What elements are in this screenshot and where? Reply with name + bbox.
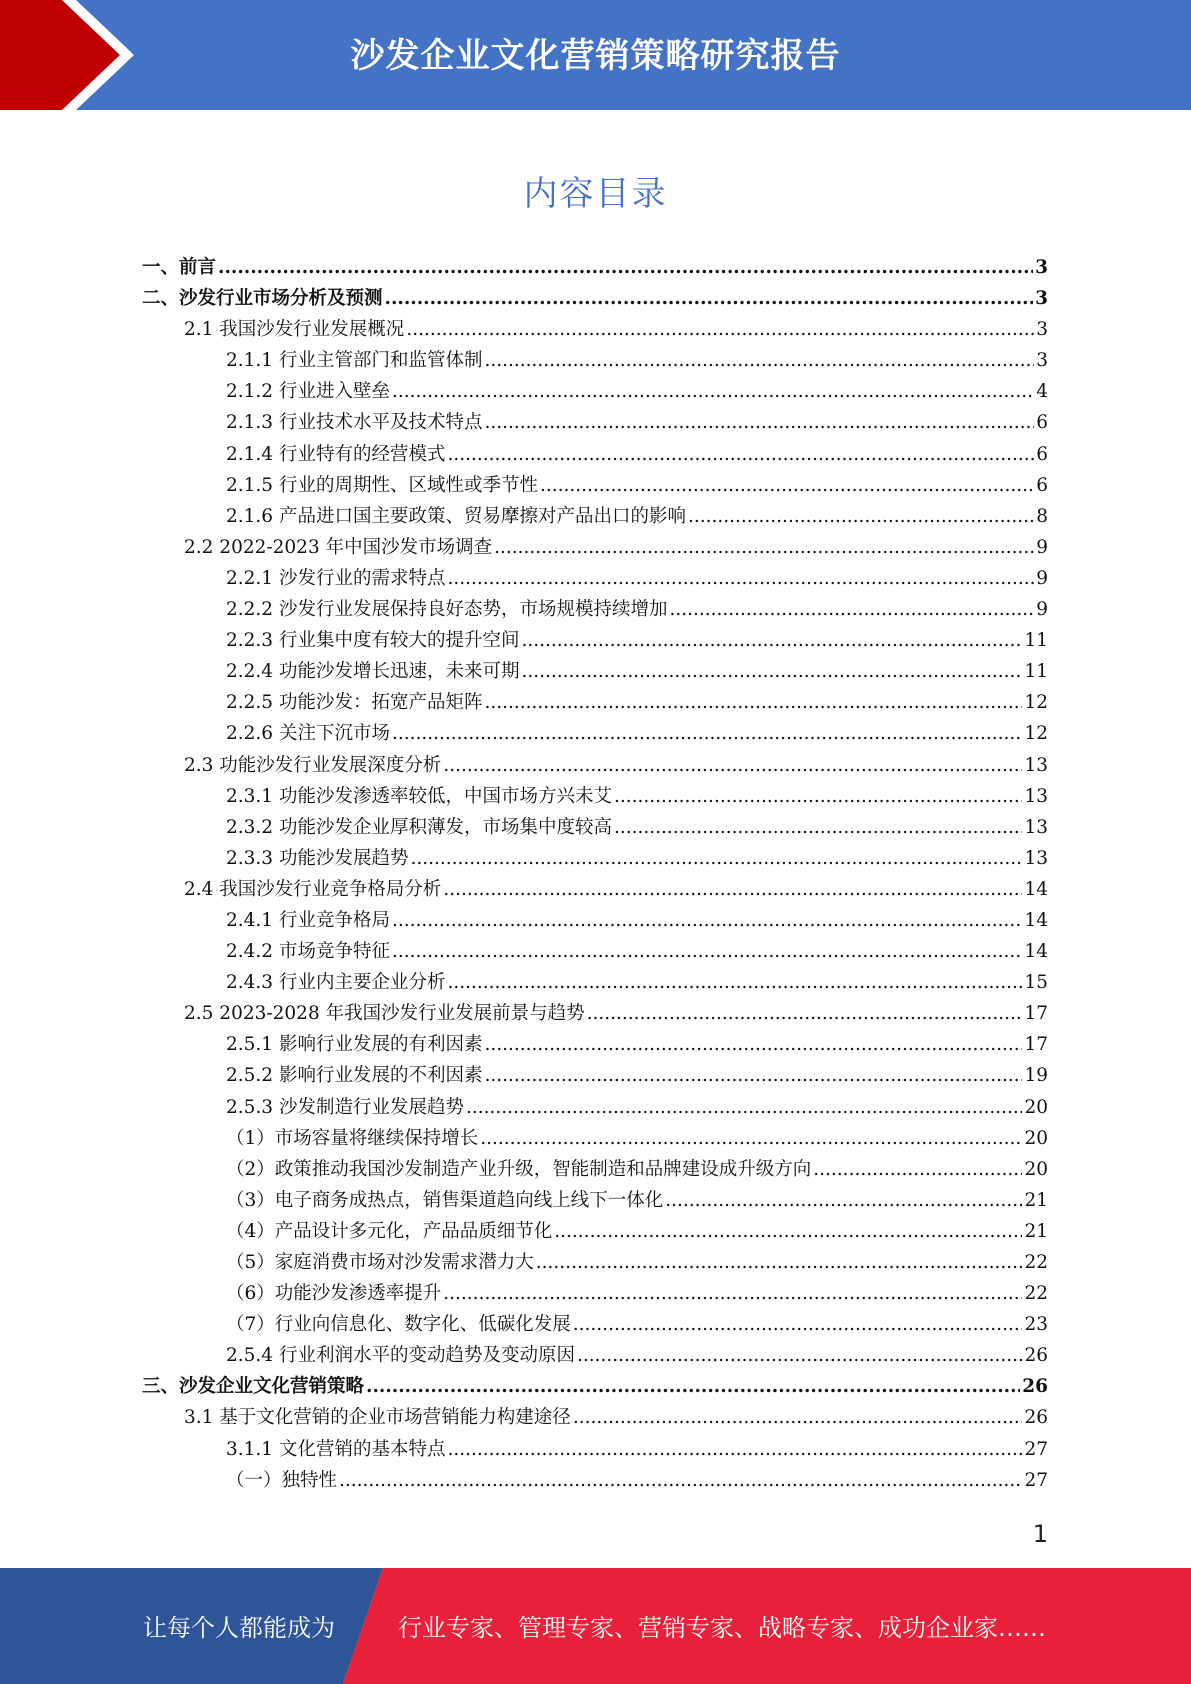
toc-dot-leader (577, 1345, 1022, 1366)
toc-dot-leader (406, 319, 1034, 340)
toc-entry[interactable] (142, 1030, 1048, 1061)
toc-entry[interactable] (142, 1093, 1048, 1124)
toc-entry-title: 2.2 2022-2023 年中国沙发市场调查 (184, 536, 493, 558)
toc-dot-leader (443, 755, 1022, 776)
toc-dot-leader (410, 848, 1022, 869)
toc-entry-page: 23 (1024, 1314, 1048, 1336)
toc-entry-page: 20 (1024, 1127, 1048, 1149)
toc-entry-page: 27 (1024, 1469, 1048, 1491)
toc-entry[interactable] (142, 1279, 1048, 1310)
toc-dot-leader (665, 1190, 1022, 1211)
toc-dot-leader (392, 381, 1034, 402)
toc-dot-leader (587, 1003, 1023, 1024)
toc-entry-page: 17 (1024, 1003, 1048, 1025)
toc-entry[interactable] (142, 1186, 1048, 1217)
toc-dot-leader (480, 1128, 1022, 1149)
toc-entry-title: （2）政策推动我国沙发制造产业升级，智能制造和品牌建设成升级方向 (226, 1158, 812, 1180)
toc-entry-page: 21 (1024, 1220, 1048, 1242)
toc-entry-page: 22 (1024, 1283, 1048, 1305)
toc-entry-title: 2.2.3 行业集中度有较大的提升空间 (226, 630, 520, 652)
toc-entry[interactable] (142, 875, 1048, 906)
toc-entry-title: 2.5.4 行业利润水平的变动趋势及变动原因 (226, 1345, 575, 1367)
toc-entry-page: 9 (1036, 536, 1048, 558)
toc-entry-page: 12 (1024, 692, 1048, 714)
toc-entry-page: 22 (1024, 1252, 1048, 1273)
toc-entry-title: 2.4 我国沙发行业竞争格局分析 (184, 878, 442, 900)
toc-entry[interactable] (142, 968, 1048, 999)
toc-entry-title: 2.1 我国沙发行业发展概况 (184, 319, 405, 341)
toc-dot-leader (484, 1065, 1022, 1086)
toc-dot-leader (813, 1159, 1022, 1180)
toc-entry-page: 9 (1036, 567, 1048, 589)
toc-entry-page: 20 (1024, 1096, 1048, 1118)
toc-entry[interactable] (142, 1341, 1048, 1372)
toc-dot-leader (484, 412, 1034, 433)
toc-entry-page: 13 (1024, 754, 1048, 776)
toc-entry-page: 26 (1024, 1345, 1048, 1367)
toc-dot-leader (484, 692, 1022, 713)
toc-dot-leader (339, 1470, 1022, 1491)
toc-dot-leader (573, 1407, 1023, 1428)
toc-entry[interactable] (142, 284, 1048, 315)
toc-entry[interactable] (142, 253, 1048, 284)
toc-entry[interactable] (142, 906, 1048, 937)
toc-entry-page: 13 (1024, 816, 1048, 838)
toc-entry[interactable] (142, 813, 1048, 844)
toc-entry-page: 3 (1036, 350, 1048, 372)
toc-dot-leader (466, 1097, 1022, 1118)
toc-entry[interactable] (142, 408, 1048, 439)
toc-dot-leader (366, 1376, 1020, 1397)
toc-entry-title: 2.1.1 行业主管部门和监管体制 (226, 350, 483, 372)
toc-entry-title: 2.3.2 功能沙发企业厚积薄发，市场集中度较高 (226, 816, 612, 838)
toc-entry-title: 2.2.4 功能沙发增长迅速，未来可期 (226, 661, 520, 683)
toc-dot-leader (521, 661, 1022, 682)
toc-dot-leader (392, 723, 1022, 744)
toc-entry[interactable] (142, 1124, 1048, 1155)
toc-entry[interactable] (142, 533, 1048, 564)
toc-entry-title: 2.4.1 行业竞争格局 (226, 909, 390, 931)
report-footer (0, 1568, 1191, 1684)
toc-entry-page: 11 (1024, 630, 1048, 652)
toc-entry[interactable] (142, 1372, 1048, 1403)
toc-dot-leader (392, 910, 1022, 931)
toc-entry-title: 2.1.4 行业特有的经营模式 (226, 443, 446, 465)
toc-entry[interactable] (142, 377, 1048, 408)
toc-entry-page: 13 (1024, 847, 1048, 869)
toc-dot-leader (218, 257, 1033, 278)
toc-entry-page: 3 (1035, 288, 1048, 310)
toc-entry-page: 15 (1024, 972, 1048, 994)
toc-dot-leader (521, 630, 1022, 651)
toc-entry[interactable] (142, 315, 1048, 346)
toc-entry-title: （6）功能沙发渗透率提升 (226, 1283, 442, 1305)
toc-dot-leader (669, 599, 1034, 620)
toc-dot-leader (573, 1314, 1023, 1335)
toc-dot-leader (447, 444, 1034, 465)
toc-entry[interactable] (142, 657, 1048, 688)
toc-entry[interactable] (142, 782, 1048, 813)
table-of-contents (142, 253, 1048, 1497)
toc-entry-page: 6 (1036, 412, 1048, 434)
toc-entry-title: 2.2.2 沙发行业发展保持良好态势，市场规模持续增加 (226, 599, 668, 621)
toc-dot-leader (536, 1252, 1023, 1273)
toc-entry-title: 3.1.1 文化营销的基本特点 (226, 1438, 446, 1460)
toc-entry[interactable] (142, 844, 1048, 875)
toc-entry[interactable] (142, 999, 1048, 1030)
toc-entry-title: 2.2.6 关注下沉市场 (226, 723, 390, 745)
toc-entry[interactable] (142, 626, 1048, 657)
toc-dot-leader (385, 288, 1034, 309)
toc-entry-page: 6 (1036, 474, 1048, 496)
toc-heading: 内容目录 (523, 174, 668, 214)
toc-dot-leader (392, 941, 1022, 962)
toc-entry-title: 二、沙发行业市场分析及预测 (142, 288, 383, 310)
toc-entry[interactable] (142, 1435, 1048, 1466)
toc-entry[interactable] (142, 1466, 1048, 1497)
page-number: 1 (1032, 1520, 1048, 1548)
toc-entry-page: 14 (1024, 941, 1048, 963)
toc-entry[interactable] (142, 688, 1048, 719)
toc-entry-title: 2.3.1 功能沙发渗透率较低，中国市场方兴未艾 (226, 785, 612, 807)
toc-dot-leader (484, 1034, 1022, 1055)
toc-entry-title: （5）家庭消费市场对沙发需求潜力大 (226, 1252, 534, 1273)
toc-entry-page: 4 (1036, 381, 1048, 403)
toc-entry-page: 11 (1024, 661, 1048, 683)
toc-entry-title: 2.3.3 功能沙发展趋势 (226, 847, 409, 869)
toc-entry[interactable] (142, 1155, 1048, 1186)
toc-dot-leader (484, 350, 1034, 371)
toc-entry-title: 2.4.3 行业内主要企业分析 (226, 972, 446, 994)
footer-slogan-right: 行业专家、管理专家、营销专家、战略专家、成功企业家…… (398, 1614, 1046, 1642)
toc-entry-page: 19 (1024, 1065, 1048, 1087)
toc-entry[interactable] (142, 346, 1048, 377)
toc-dot-leader (447, 1439, 1022, 1460)
toc-entry-title: 三、沙发企业文化营销策略 (142, 1376, 365, 1398)
toc-entry[interactable] (142, 471, 1048, 502)
toc-dot-leader (447, 568, 1034, 589)
toc-entry-title: 2.1.5 行业的周期性、区域性或季节性 (226, 474, 538, 496)
toc-entry[interactable] (142, 1310, 1048, 1341)
toc-entry[interactable] (142, 595, 1048, 626)
toc-dot-leader (494, 537, 1034, 558)
toc-entry-title: 2.1.6 产品进口国主要政策、贸易摩擦对产品出口的影响 (226, 505, 686, 527)
toc-entry-page: 20 (1024, 1158, 1048, 1180)
toc-entry[interactable] (142, 564, 1048, 595)
toc-entry-title: （一）独特性 (226, 1469, 338, 1491)
toc-entry-title: （4）产品设计多元化，产品品质细节化 (226, 1220, 553, 1242)
toc-entry-title: 2.5.3 沙发制造行业发展趋势 (226, 1096, 464, 1118)
toc-entry-page: 14 (1024, 878, 1048, 900)
toc-dot-leader (540, 475, 1034, 496)
toc-entry[interactable] (142, 502, 1048, 533)
toc-entry-title: 2.5 2023-2028 年我国沙发行业发展前景与趋势 (184, 1003, 585, 1025)
toc-entry-title: （3）电子商务成热点，销售渠道趋向线上线下一体化 (226, 1189, 664, 1211)
toc-entry-page: 3 (1035, 257, 1048, 278)
report-header (0, 0, 1191, 110)
toc-entry[interactable] (142, 1403, 1048, 1434)
toc-entry-title: 2.2.1 沙发行业的需求特点 (226, 567, 446, 589)
toc-entry-page: 12 (1024, 723, 1048, 745)
toc-entry[interactable] (142, 1217, 1048, 1248)
toc-entry[interactable] (142, 937, 1048, 968)
toc-dot-leader (443, 1283, 1022, 1304)
toc-entry-title: 2.2.5 功能沙发：拓宽产品矩阵 (226, 692, 483, 714)
toc-entry-page: 26 (1024, 1407, 1048, 1429)
toc-dot-leader (614, 786, 1022, 807)
toc-dot-leader (554, 1221, 1022, 1242)
toc-entry-title: 3.1 基于文化营销的企业市场营销能力构建途径 (184, 1407, 571, 1429)
toc-entry[interactable] (142, 1248, 1048, 1279)
toc-entry-page: 3 (1036, 319, 1048, 341)
toc-entry[interactable] (142, 751, 1048, 782)
toc-entry-page: 8 (1036, 505, 1048, 527)
toc-entry-page: 26 (1022, 1376, 1048, 1398)
toc-dot-leader (614, 817, 1022, 838)
toc-entry-title: （1）市场容量将继续保持增长 (226, 1127, 479, 1149)
toc-entry-title: 2.4.2 市场竞争特征 (226, 941, 390, 963)
toc-entry-page: 9 (1036, 599, 1048, 621)
toc-entry[interactable] (142, 440, 1048, 471)
toc-entry-title: 2.3 功能沙发行业发展深度分析 (184, 754, 442, 776)
toc-entry-title: 2.1.3 行业技术水平及技术特点 (226, 412, 483, 434)
toc-dot-leader (443, 879, 1022, 900)
toc-entry-title: （7）行业向信息化、数字化、低碳化发展 (226, 1314, 571, 1336)
toc-entry-page: 21 (1024, 1189, 1048, 1211)
toc-entry-title: 一、前言 (142, 257, 217, 278)
toc-dot-leader (688, 506, 1034, 527)
toc-entry-title: 2.5.2 影响行业发展的不利因素 (226, 1065, 483, 1087)
report-title: 沙发企业文化营销策略研究报告 (350, 36, 841, 76)
toc-dot-leader (447, 972, 1022, 993)
toc-entry-title: 2.5.1 影响行业发展的有利因素 (226, 1034, 483, 1056)
toc-entry-page: 27 (1024, 1438, 1048, 1460)
toc-entry-page: 6 (1036, 443, 1048, 465)
toc-entry-page: 17 (1024, 1034, 1048, 1056)
toc-entry-title: 2.1.2 行业进入壁垒 (226, 381, 390, 403)
toc-entry-page: 13 (1024, 785, 1048, 807)
footer-slogan-left: 让每个人都能成为 (143, 1614, 335, 1642)
toc-entry[interactable] (142, 719, 1048, 750)
toc-entry-page: 14 (1024, 909, 1048, 931)
toc-entry[interactable] (142, 1061, 1048, 1092)
